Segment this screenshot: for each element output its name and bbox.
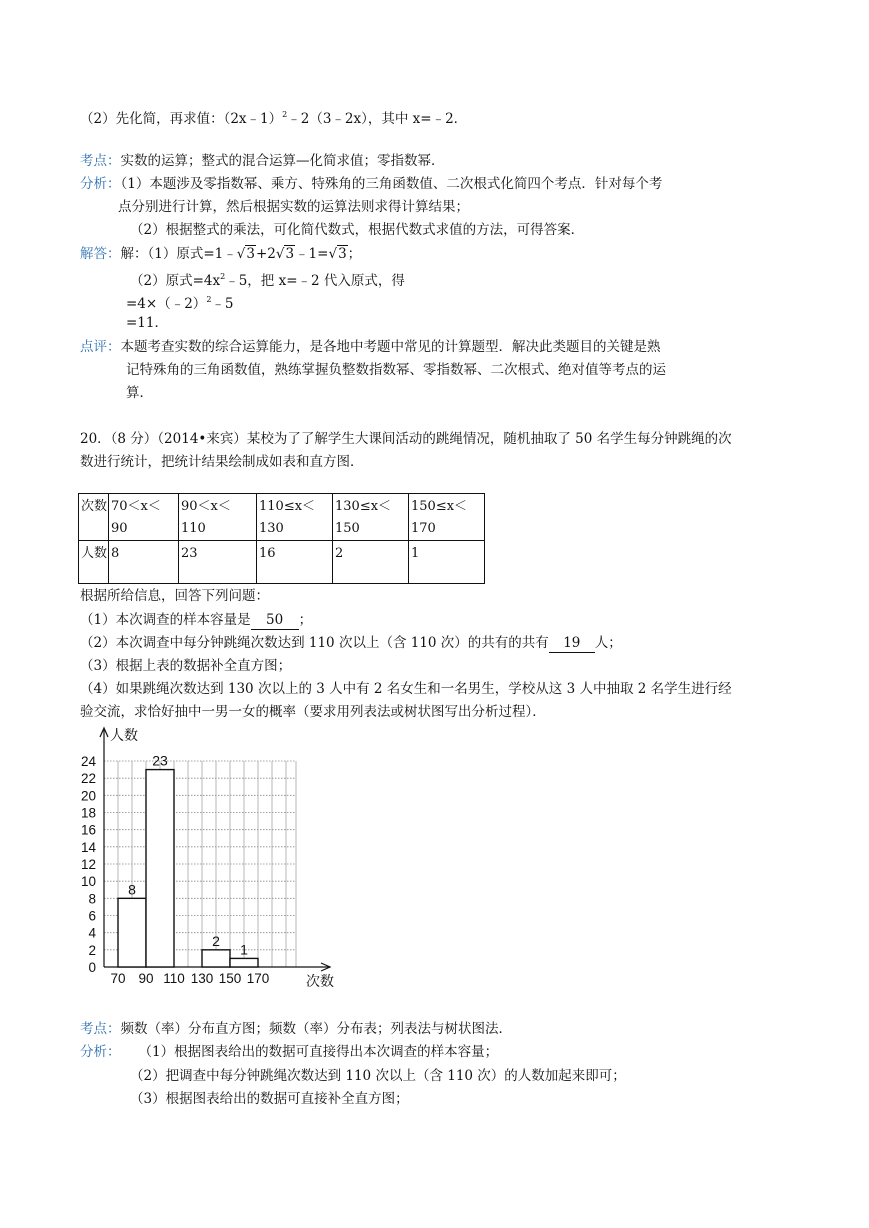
- histogram-chart: [70, 722, 360, 997]
- table-cell: 8: [109, 541, 179, 584]
- sqrt-symbol: √3: [275, 246, 295, 262]
- q20-fenxi-2: （2）把调查中每分钟跳绳次数达到 110 次以上（含 110 次）的人数加起来即可；: [130, 1068, 626, 1084]
- q19-fenxi-2: （2）根据整式的乘法，可化简代数式，根据代数式求值的方法，可得答案．: [130, 222, 585, 238]
- histogram-bar: [202, 950, 230, 967]
- table-header-cell: 70＜x＜90: [109, 494, 179, 541]
- table-row: [79, 494, 485, 541]
- bar-data-label: 23: [152, 752, 168, 769]
- q20-q4-2: 验交流，求恰好抽中一男一女的概率（要求用列表法或树状图写出分析过程）．: [80, 704, 546, 720]
- q20-q2: （2）本次调查中每分钟跳绳次数达到 110 次以上（含 110 次）的共有的共有 19 人；: [80, 635, 622, 651]
- table-cell: 1: [409, 541, 485, 584]
- table-cell: 16: [257, 541, 333, 584]
- x-tick-label: 70: [110, 971, 126, 986]
- q20-stem-1: 20．（8 分）（2014•来宾）某校为了了解学生大课间活动的跳绳情况，随机抽取了 50 名学生每分钟跳绳的次: [80, 431, 732, 447]
- q20-q1: （1）本次调查的样本容量是 50 ；: [80, 612, 313, 628]
- y-tick-label: 2: [88, 942, 96, 958]
- q19-part2: （2）先化简，再求值：（2x﹣1）$^2$﹣2（3﹣2x），其中 x=﹣2．: [80, 110, 468, 127]
- q20-prompt: 根据所给信息，回答下列问题：: [80, 588, 269, 604]
- y-tick-label: 22: [80, 771, 96, 787]
- y-tick-label: 20: [80, 788, 96, 804]
- table-header-cell: 90＜x＜110: [179, 494, 257, 541]
- x-axis-label: 次数: [306, 973, 334, 989]
- y-tick-label: 4: [88, 925, 96, 941]
- q20-kaodian: 考点：频数（率）分布直方图；频数（率）分布表；列表法与树状图法．: [80, 1021, 512, 1037]
- table-header-cell: 110≤x＜130: [257, 494, 333, 541]
- histogram-bar: [146, 770, 174, 967]
- x-tick-label: 110: [163, 971, 185, 986]
- q19-kaodian: 考点：实数的运算；整式的混合运算—化简求值；零指数幂．: [80, 153, 445, 169]
- q19-jieda-2: （2）原式$=4x^2﹣5$，把 x=﹣2 代入原式，得: [130, 272, 405, 289]
- dianping-tag: 点评：: [80, 339, 121, 355]
- y-axis-label: 人数: [110, 727, 138, 743]
- q20-stem-2: 数进行统计，把统计结果绘制成如表和直方图．: [80, 454, 364, 470]
- x-tick-labels: [110, 971, 269, 986]
- x-tick-label: 130: [190, 971, 214, 986]
- q19-jieda-1: 解答：解：（1）原式=1﹣√3+2√3﹣1=√3；: [80, 246, 362, 262]
- q19-fenxi-1b: 点分别进行计算，然后根据实数的运算法则求得计算结果；: [118, 199, 469, 215]
- kaodian-tag: 考点：: [80, 153, 121, 169]
- q19-jieda-4: =11．: [126, 315, 168, 331]
- y-tick-label: 12: [80, 857, 96, 872]
- table-header-cell: 130≤x＜150: [333, 494, 409, 541]
- y-tick-label: 24: [80, 754, 96, 769]
- q19-dianping-3: 算．: [126, 385, 153, 401]
- histogram-bar: [118, 898, 146, 967]
- table-cell: 2: [333, 541, 409, 584]
- fenxi-tag: 分析：: [80, 176, 121, 192]
- q19-fenxi-1: 分析：（1）本题涉及零指数幂、乘方、特殊角的三角函数值、二次根式化简四个考点．针对每个考: [80, 176, 663, 192]
- fenxi-tag: 分析：: [80, 1044, 121, 1060]
- x-tick-label: 150: [218, 971, 242, 986]
- table-cell: 23: [179, 541, 257, 584]
- jieda-tag: 解答：: [80, 246, 121, 262]
- q20-fenxi-3: （3）根据图表给出的数据可直接补全直方图；: [130, 1091, 409, 1107]
- sqrt-symbol: √3: [328, 246, 347, 262]
- bar-data-label: 1: [240, 941, 248, 958]
- y-tick-label: 14: [80, 839, 96, 855]
- kaodian-tag: 考点：: [80, 1021, 121, 1037]
- frequency-table: [78, 493, 485, 584]
- x-tick-label: 170: [246, 971, 270, 986]
- y-tick-label: 18: [80, 805, 96, 821]
- q20-q3: （3）根据上表的数据补全直方图；: [80, 658, 292, 674]
- bar-data-label: 2: [212, 932, 220, 949]
- table-row: [79, 541, 485, 584]
- answer-blank: 50: [251, 611, 299, 630]
- y-tick-label: 10: [80, 874, 96, 890]
- sqrt-symbol: √3: [236, 246, 255, 262]
- q19-dianping-1: 点评：本题考查实数的综合运算能力，是各地中考题中常见的计算题型．解决此类题目的关键是熟: [80, 339, 661, 355]
- y-tick-labels: [81, 754, 97, 975]
- y-tick-label: 6: [88, 908, 96, 924]
- y-tick-label: 16: [80, 822, 96, 838]
- table-header-cell: 150≤x＜170: [409, 494, 485, 541]
- q19-jieda-3: =4×（﹣2）$^2$﹣5: [126, 295, 234, 312]
- answer-blank: 19: [549, 634, 595, 653]
- y-tick-label: 8: [88, 891, 96, 907]
- table-cell: 人数: [79, 541, 109, 584]
- histogram-bar: [230, 958, 258, 967]
- q20-fenxi-1: 分析： （1）根据图表给出的数据可直接得出本次调查的样本容量；: [80, 1044, 499, 1060]
- y-tick-label: 0: [88, 960, 96, 975]
- q20-q4-1: （4）如果跳绳次数达到 130 次以上的 3 人中有 2 名女生和一名男生，学校从这 3 人中抽取 2 名学生进行经: [80, 681, 732, 697]
- x-tick-label: 90: [138, 971, 154, 986]
- table-header-cell: 次数: [79, 494, 109, 541]
- bar-data-label: 8: [128, 881, 136, 898]
- q19-dianping-2: 记特殊角的三角函数值，熟练掌握负整数指数幂、零指数幂、二次根式、绝对值等考点的运: [126, 362, 666, 378]
